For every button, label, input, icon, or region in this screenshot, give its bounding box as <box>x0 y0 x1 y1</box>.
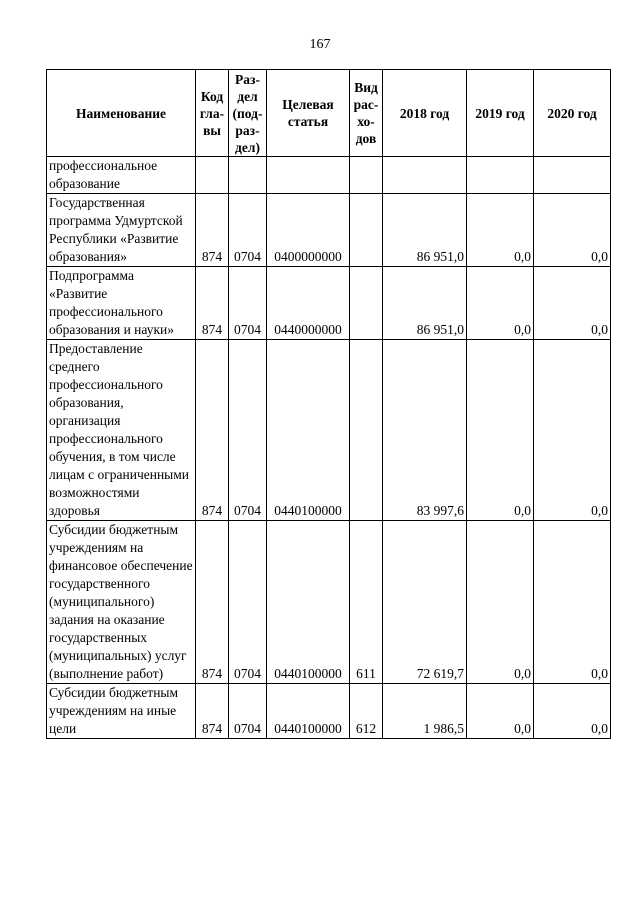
header-name: Наименование <box>47 70 196 157</box>
row-expense-type <box>350 194 383 267</box>
header-year-2019: 2019 год <box>467 70 534 157</box>
table-row <box>47 194 611 267</box>
row-name: Субсидии бюджетным учреждениям на иные цели <box>47 684 196 739</box>
row-expense-type: 612 <box>350 684 383 739</box>
row-code: 874 <box>196 194 229 267</box>
row-expense-type <box>350 340 383 521</box>
row-2019 <box>467 157 534 194</box>
page-number: 167 <box>309 37 331 52</box>
header-year-2020: 2020 год <box>534 70 611 157</box>
row-2018: 1 986,5 <box>383 684 467 739</box>
table-row <box>47 267 611 340</box>
table-row <box>47 340 611 521</box>
row-target: 0440100000 <box>267 684 350 739</box>
row-name: профессиональное образование <box>47 157 196 194</box>
row-2019: 0,0 <box>467 521 534 684</box>
row-code <box>196 157 229 194</box>
budget-table <box>46 69 611 739</box>
row-target <box>267 157 350 194</box>
row-code: 874 <box>196 684 229 739</box>
row-2020 <box>534 157 611 194</box>
header-section: Раз- дел (под- раз- дел) <box>229 70 267 157</box>
row-name: Предоставление среднего профессионального образования, организация профессионального обучения, в том числе лицам с ограниченными возможностями здоровья <box>47 340 196 521</box>
row-2018: 86 951,0 <box>383 194 467 267</box>
row-2018: 72 619,7 <box>383 521 467 684</box>
row-target: 0440100000 <box>267 521 350 684</box>
table-row <box>47 684 611 739</box>
row-name: Государственная программа Удмуртской Республики «Развитие образования» <box>47 194 196 267</box>
row-code: 874 <box>196 521 229 684</box>
row-expense-type <box>350 267 383 340</box>
header-target: Целевая статья <box>267 70 350 157</box>
row-2019: 0,0 <box>467 267 534 340</box>
row-2020: 0,0 <box>534 684 611 739</box>
row-2020: 0,0 <box>534 267 611 340</box>
row-section: 0704 <box>229 340 267 521</box>
table-row <box>47 521 611 684</box>
row-expense-type <box>350 157 383 194</box>
row-name: Субсидии бюджетным учреждениям на финансовое обеспечение государственного (муниципального) задания на оказание государственных (муниципальных) услуг (выполнение работ) <box>47 521 196 684</box>
row-name: Подпрограмма «Развитие профессионального образования и науки» <box>47 267 196 340</box>
row-target: 0440000000 <box>267 267 350 340</box>
header-expense-type: Вид рас- хо- дов <box>350 70 383 157</box>
row-2018: 86 951,0 <box>383 267 467 340</box>
row-2020: 0,0 <box>534 194 611 267</box>
row-target: 0400000000 <box>267 194 350 267</box>
row-2019: 0,0 <box>467 340 534 521</box>
row-section: 0704 <box>229 521 267 684</box>
row-target: 0440100000 <box>267 340 350 521</box>
table-row <box>47 157 611 194</box>
row-2020: 0,0 <box>534 340 611 521</box>
row-section: 0704 <box>229 194 267 267</box>
row-section: 0704 <box>229 267 267 340</box>
row-code: 874 <box>196 267 229 340</box>
row-2019: 0,0 <box>467 194 534 267</box>
row-section: 0704 <box>229 684 267 739</box>
header-year-2018: 2018 год <box>383 70 467 157</box>
row-code: 874 <box>196 340 229 521</box>
row-2019: 0,0 <box>467 684 534 739</box>
row-section <box>229 157 267 194</box>
row-2018 <box>383 157 467 194</box>
table-header-row <box>47 70 611 157</box>
row-expense-type: 611 <box>350 521 383 684</box>
row-2020: 0,0 <box>534 521 611 684</box>
header-code: Код гла- вы <box>196 70 229 157</box>
row-2018: 83 997,6 <box>383 340 467 521</box>
